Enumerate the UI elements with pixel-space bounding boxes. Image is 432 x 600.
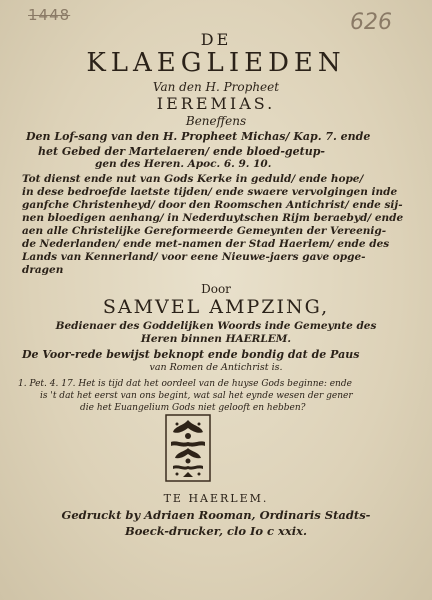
title-article: DE	[200, 30, 232, 49]
subtitle-line: Den Lof-sang van den H. Propheet Michas/ Kap. 7. ende	[26, 130, 371, 143]
author-by: Door	[201, 282, 231, 296]
title-beneffens: Beneffens	[185, 114, 247, 128]
dedication-line: Lands van Kennerland/ voor eene Nieuwe-jaers gave opge-	[22, 251, 366, 263]
printers-ornament	[165, 414, 211, 482]
dedication-line: aen alle Christelijke Gereformeerde Gemeynten der Vereenig-	[22, 225, 387, 237]
dedication-line: Tot dienst ende nut van Gods Kerke in geduld/ ende hope/	[22, 173, 364, 185]
author-role: Bedienaer des Goddelijken Woords inde Gemeynte des	[55, 320, 377, 332]
author-name: SAMVEL AMPZING,	[102, 296, 330, 318]
handwritten-number-right: 626	[350, 10, 392, 35]
preface-line: De Voor-rede bewijst beknopt ende bondig dat de Paus	[22, 348, 360, 361]
dedication-line: de Nederlanden/ ende met-namen der Stad Haerlem/ ende des	[22, 238, 390, 250]
imprint-printer: Gedruckt by Adriaen Rooman, Ordinaris Stadts-	[61, 508, 371, 522]
dedication-line: ganfche Christenheyd/ door den Roomschen Antichrist/ ende sij-	[22, 199, 403, 211]
preface-line: van Romen de Antichrist is.	[149, 362, 283, 373]
bible-quote: die het Euangelium Gods niet gelooft en hebben?	[80, 403, 306, 413]
main-title: KLAEGLIEDEN	[86, 48, 346, 78]
imprint-date: Boeck-drucker, clo Io c xxix.	[124, 524, 307, 538]
title-prophet-label: Van den H. Propheet	[152, 80, 280, 94]
handwritten-number-left: 1448	[28, 6, 71, 24]
dedication-line: dragen	[22, 264, 64, 276]
title-prophet-name: IEREMIAS.	[156, 94, 276, 113]
author-role: Heren binnen HAERLEM.	[140, 333, 292, 345]
imprint-place: TE HAERLEM.	[163, 492, 269, 505]
dedication-line: in dese bedroefde laetste tijden/ ende swaere vervolgingen inde	[22, 186, 398, 198]
bible-quote: is 't dat het eerst van ons begint, wat sal het eynde wesen der gener	[40, 391, 353, 401]
subtitle-line: het Gebed der Martelaeren/ ende bloed-getup-	[38, 145, 325, 158]
subtitle-line: gen des Heren. Apoc. 6. 9. 10.	[95, 158, 272, 170]
dedication-line: nen bloedigen aenhang/ in Nederduytschen Rijm beraebyd/ ende	[22, 212, 404, 224]
bible-quote: 1. Pet. 4. 17. Het is tijd dat het oordeel van de huyse Gods beginne: ende	[18, 379, 352, 389]
